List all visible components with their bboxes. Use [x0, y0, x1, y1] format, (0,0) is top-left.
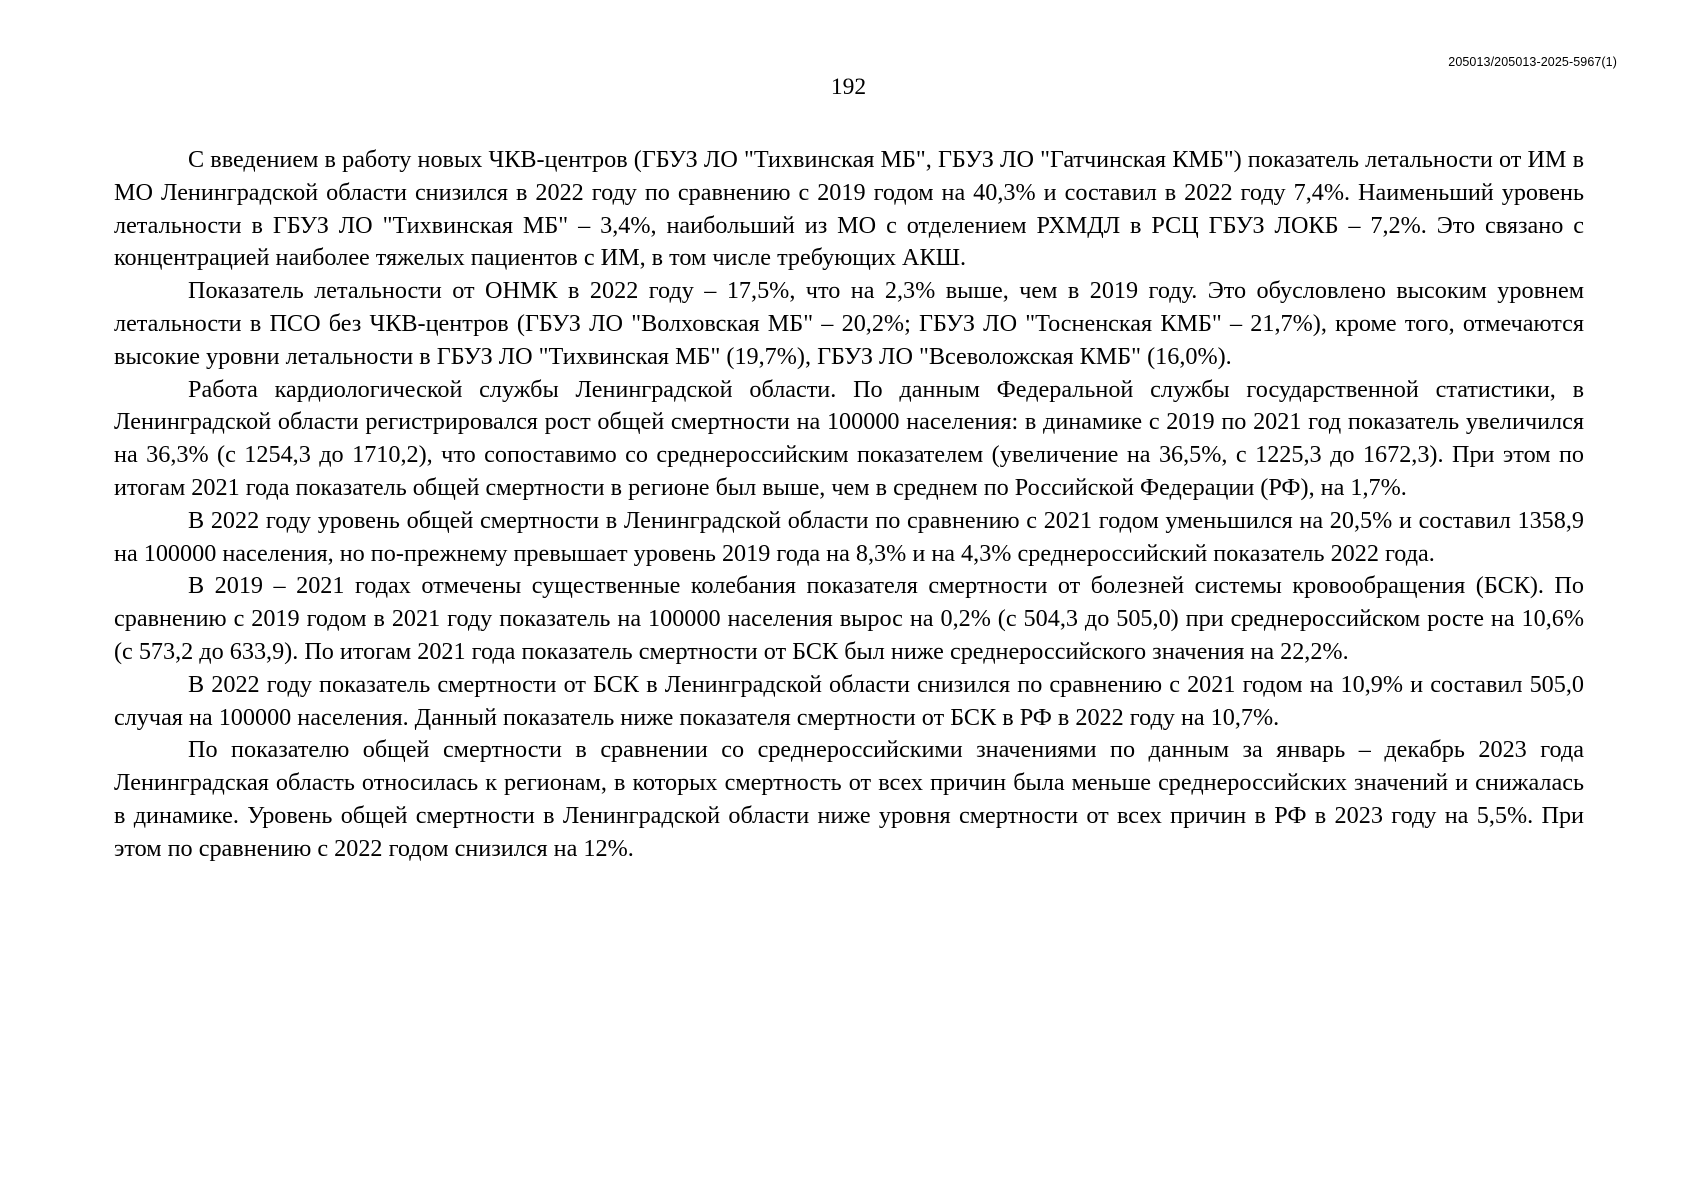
paragraph-6: В 2022 году показатель смертности от БСК в Ленинградской области снизился по сравнению с 2021 годом на 10,9% и составил 505,0 случая на 100000 населения. Данный показатель ниже показателя смертности от БСК в РФ в 2022 году на 10,7%.: [114, 670, 1584, 731]
paragraph-3: Работа кардиологической службы Ленинградской области. По данным Федеральной службы государственной статистики, в Ленинградской области регистрировался рост общей смертности на 100000 населения: в динамике с 2019 по 2021 год показатель увеличился на 36,3% (с 1254,3 до 1710,2), что сопоставимо со среднероссийским показателем (увеличение на 36,5%, с 1225,3 до 1672,3). При этом по итогам 2021 года показатель общей смертности в регионе был выше, чем в среднем по Российской Федерации (РФ), на 1,7%.: [114, 375, 1584, 501]
paragraph-5: В 2019 – 2021 годах отмечены существенные колебания показателя смертности от болезней системы кровообращения (БСК). По сравнению с 2019 годом в 2021 году показатель на 100000 населения вырос на 0,2% (с 504,3 до 505,0) при среднероссийском росте на 10,6% (с 573,2 до 633,9). По итогам 2021 года показатель смертности от БСК был ниже среднероссийского значения на 22,2%.: [114, 572, 1584, 665]
paragraph-7: По показателю общей смертности в сравнении со среднероссийскими значениями по данным за январь – декабрь 2023 года Ленинградская область относилась к регионам, в которых смертность от всех причин была меньше среднероссийских значений и снижалась в динамике. Уровень общей смертности в Ленинградской области ниже уровня смертности от всех причин в РФ в 2023 году на 5,5%. При этом по сравнению с 2022 годом снизился на 12%.: [114, 736, 1584, 862]
paragraph-2: Показатель летальности от ОНМК в 2022 году – 17,5%, что на 2,3% выше, чем в 2019 году. Это обусловлено высоким уровнем летальности в ПСО без ЧКВ-центров (ГБУЗ ЛО "Волховская МБ" – 20,2%; ГБУЗ ЛО "Тосненская КМБ" – 21,7%), кроме того, отмечаются высокие уровни летальности в ГБУЗ ЛО "Тихвинская МБ" (19,7%), ГБУЗ ЛО "Всеволожская КМБ" (16,0%).: [114, 277, 1584, 370]
page-number: 192: [830, 74, 867, 100]
document-body: [114, 144, 1584, 866]
paragraph-1: С введением в работу новых ЧКВ-центров (ГБУЗ ЛО "Тихвинская МБ", ГБУЗ ЛО "Гатчинская КМБ") показатель летальности от ИМ в МО Ленинградской области снизился в 2022 году по сравнению с 2019 годом на 40,3% и составил в 2022 году 7,4%. Наименьший уровень летальности в ГБУЗ ЛО "Тихвинская МБ" – 3,4%, наибольший из МО с отделением РХМДЛ в РСЦ ГБУЗ ЛОКБ – 7,2%. Это связано с концентрацией наиболее тяжелых пациентов с ИМ, в том числе требующих АКШ.: [114, 146, 1584, 272]
document-id: 205013/205013-2025-5967(1): [1448, 55, 1617, 69]
paragraph-4: В 2022 году уровень общей смертности в Ленинградской области по сравнению с 2021 годом уменьшился на 20,5% и составил 1358,9 на 100000 населения, но по-прежнему превышает уровень 2019 года на 8,3% и на 4,3% среднероссийский показатель 2022 года.: [114, 506, 1584, 567]
